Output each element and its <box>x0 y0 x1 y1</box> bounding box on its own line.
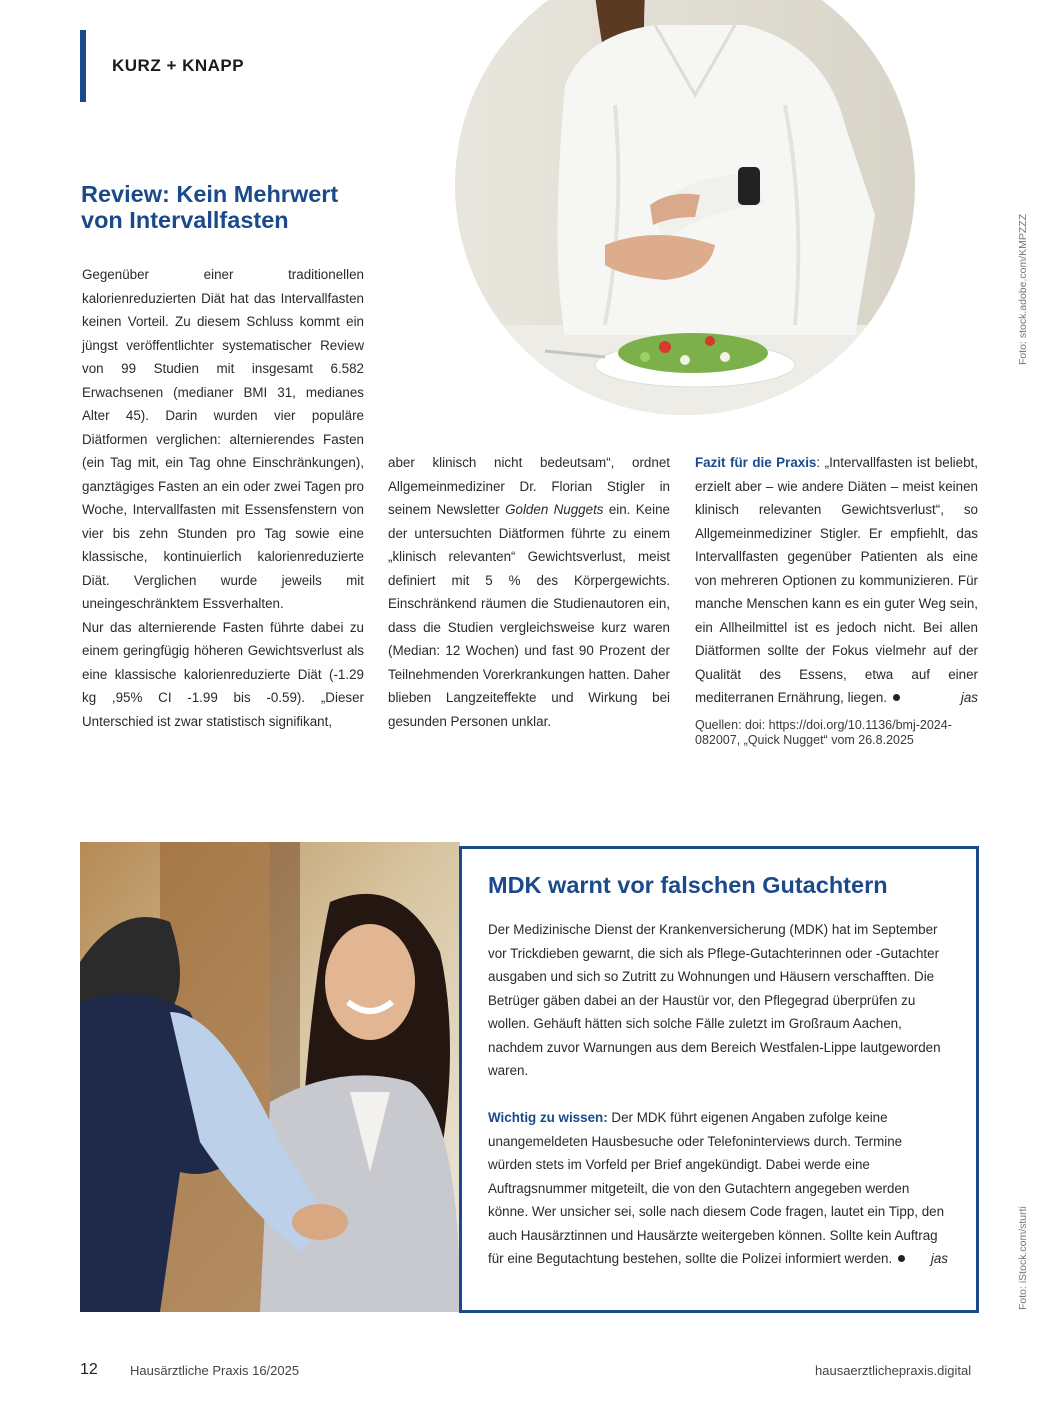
headline-line-2: von Intervallfasten <box>81 207 289 233</box>
box-important-text: Der MDK führt eigenen Angaben zufolge keine unangemeldeten Hausbesuche oder Telefoninterviews durch. Termine würden stets im Vorfeld per Brief angekündigt. Dabei werde eine Auftragsnummer mitgeteilt, die von den Gutachtern angegeben werden könne. Wer unsicher sei, solle nach diesem Code fragen, lautet ein Tipp, den auch Hausärztinnen und Hausärzte weitergeben können. Sollte kein Auftrag für eine Begutachtung bestehen, sollte die Polizei informiert werden. <box>488 1110 945 1266</box>
article-column-1 <box>82 263 364 733</box>
photo-credit-1: Foto: stock.adobe.com/KMPZZZ <box>1017 213 1029 365</box>
handshake-photo <box>80 842 460 1312</box>
end-bullet-icon <box>893 694 900 701</box>
handshake-photo-illustration <box>80 842 460 1312</box>
column-1-paragraph-1: Gegenüber einer traditionellen kalorienreduzierten Diät hat das Intervallfasten keinen Vorteil. Zu diesem Schluss kommt ein jüngst veröffentlichter systematischer Review von 99 Studien mit insgesamt 6.582 Erwachsenen (medianer BMI 31, medianes Alter 45). Darin wurden vier populäre Diätformen verglichen: alternierendes Fasten (ein Tag mit, ein Tag ohne Einschränkungen), ganztägiges Fasten an ein oder zwei Tagen pro Woche, Intervallfasten mit Essensfenstern von vier bis zehn Stunden pro Tag sowie eine klassische, kontinuierlich kalorienreduzierte Diät. Verglichen wurde jeweils mit uneingeschränktem Essverhalten. <box>82 267 364 611</box>
column-2-text-b: ein. Keine der untersuchten Diätformen führte zu einem „klinisch relevanten“ Gewichtsverlust, meist definiert mit 5 % des Körpergewichts. Einschränkend räumen die Studienautoren ein, dass die Studien vergleichsweise kurz waren (Median: 12 Wochen) und fast 90 Prozent der Teilnehmenden Vorerkrankungen hatten. Daher blieben Langzeiteffekte und Wirkung bei gesunden Personen unklar. <box>388 502 670 729</box>
photo-credit-2: Foto: iStock.com/sturti <box>1017 1206 1029 1310</box>
article-column-3 <box>695 451 978 710</box>
conclusion-text: : „Intervallfasten ist beliebt, erzielt aber – wie andere Diäten – meist keinen klinisch relevanten Gewichtsverlust“, so Allgemeinmediziner Stigler. Er empfiehlt, das Intervallfasten gegenüber Patienten als eine von mehreren Optionen zu kommunizieren. Für manche Menschen kann es ein guter Weg sein, ein Allheilmittel ist es jedoch nicht. Bei allen Diätformen sollte der Fokus vielmehr auf der Qualität des Essens, etwa auf einer mediterranen Ernährung, liegen. <box>695 455 978 705</box>
conclusion-lead: Fazit für die Praxis <box>695 455 817 470</box>
column-2-paragraph <box>388 451 670 733</box>
box-paragraph-1: Der Medizinische Dienst der Krankenversicherung (MDK) hat im September vor Trickdieben gewarnt, die sich als Pflege-Gutachterinnen oder -Gutachter ausgaben und sich so Zutritt zu Wohnungen und Häusern verschafften. Die Betrüger gäben dabei an der Haustür vor, den Pflegegrad überprüfen zu wollen. Gehäuft hätten sich solche Fälle zuletzt im Großraum Aachen, nachdem zuvor Warnungen aus dem Bereich Westfalen-Lippe lautgeworden waren. <box>488 922 941 1078</box>
box-paragraph-spacer <box>488 1083 948 1107</box>
box-end-bullet-icon <box>898 1255 905 1262</box>
box-important-lead: Wichtig zu wissen: <box>488 1110 608 1125</box>
box-title: MDK warnt vor falschen Gutachtern <box>488 872 888 898</box>
column-1-paragraph-2: Nur das alternierende Fasten führte dabei zu einem geringfügig höheren Gewichtsverlust als eine klassische kalorienreduzierte Diät (-1.29 kg ,95% CI -1.99 bis -0.59). „Dieser Unterschied ist zwar statistisch signifikant, <box>82 619 364 729</box>
box-body <box>488 918 948 1271</box>
article-headline <box>81 181 391 233</box>
fasting-photo <box>455 0 915 415</box>
section-label: KURZ + KNAPP <box>112 56 245 75</box>
newsletter-name: Golden Nuggets <box>505 502 604 517</box>
magazine-name: Hausärztliche Praxis 16/2025 <box>130 1363 300 1378</box>
article-column-2 <box>388 451 670 733</box>
conclusion-paragraph <box>695 451 978 710</box>
headline-line-1: Review: Kein Mehrwert <box>81 181 339 207</box>
box-author-initials: jas <box>930 1251 948 1266</box>
fasting-photo-illustration <box>455 0 915 415</box>
column-2-text-a: aber klinisch nicht bedeutsam“, ordnet Allgemeinmediziner Dr. Florian Stigler in seinem Newsletter <box>388 455 670 517</box>
box-paragraph-2 <box>488 1106 948 1271</box>
author-initials: jas <box>960 690 978 705</box>
sources-note: Quellen: doi: https://doi.org/10.1136/bmj-2024-082007, „Quick Nugget“ vom 26.8.2025 <box>695 718 952 747</box>
website-link[interactable]: hausaerztlichepraxis.digital <box>815 1363 972 1378</box>
page-number: 12 <box>80 1361 98 1378</box>
section-accent-bar <box>80 30 86 102</box>
